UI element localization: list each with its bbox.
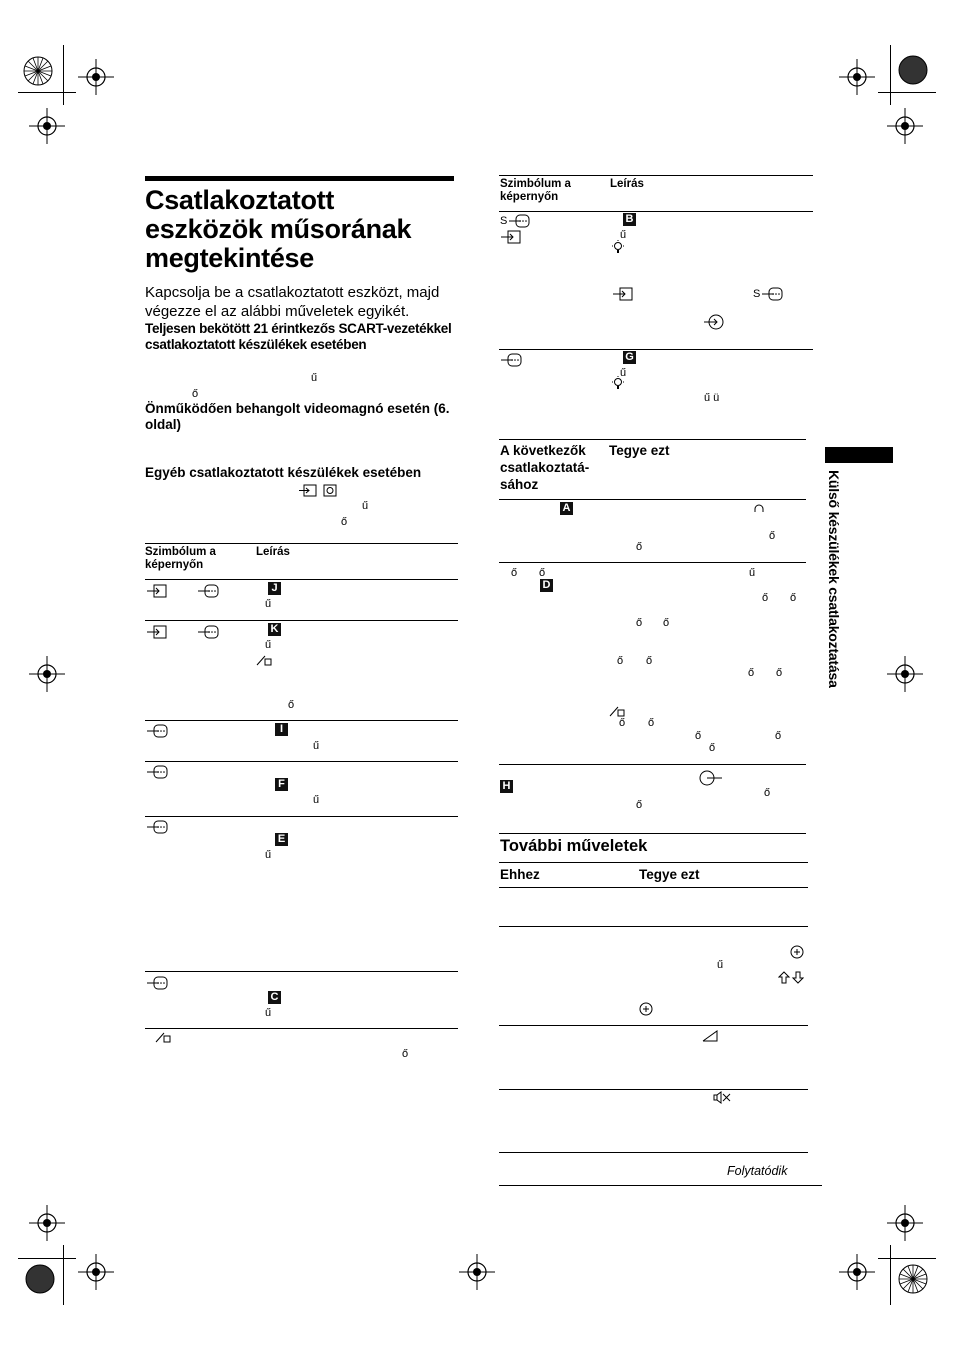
power-output-icon	[699, 770, 723, 786]
stray-char: ő	[341, 516, 348, 528]
stray-char: ű	[311, 372, 318, 384]
title-rule	[145, 176, 454, 181]
note-icon	[609, 705, 625, 717]
table-rule	[499, 211, 813, 212]
stray-char: ő	[636, 617, 643, 629]
page-title	[145, 186, 465, 273]
key-badge: H	[500, 780, 513, 793]
stray-char: ő	[539, 567, 546, 579]
stray-char: ű	[749, 567, 756, 579]
stray-char: ű	[265, 639, 272, 651]
tv-icon	[323, 484, 337, 497]
table-rule	[145, 971, 458, 972]
more-heading: További műveletek	[500, 837, 648, 855]
table-rule	[499, 887, 808, 888]
sidebar-tab	[825, 447, 893, 463]
s-video-icon	[761, 287, 783, 301]
scart-heading: Teljesen bekötött 21 érintkezős SCART-vezetékkel csatlakoztatott készülékek esetében	[145, 321, 452, 352]
sidebar-chapter-title	[826, 470, 844, 720]
tip-icon	[611, 240, 625, 254]
stray-char: ő	[636, 799, 643, 811]
col-header-symbol: Szimbólum a képernyőn	[500, 178, 571, 203]
other-heading: Egyéb csatlakoztatott készülékek esetében	[145, 465, 422, 480]
stray-char: ű	[620, 229, 627, 241]
table-rule	[499, 175, 813, 176]
stray-char: ő	[646, 655, 653, 667]
table-rule	[145, 579, 458, 580]
stray-char: ű	[362, 500, 369, 512]
table-rule	[499, 1089, 808, 1090]
stray-char: ő	[648, 717, 655, 729]
key-badge: D	[540, 579, 553, 592]
stray-char: ő	[619, 717, 626, 729]
table-rule	[145, 543, 458, 544]
stray-char: ű	[313, 740, 320, 752]
key-badge: F	[275, 778, 288, 791]
input-icon	[298, 484, 318, 497]
stray-char: ő	[617, 655, 624, 667]
input-icon	[146, 584, 168, 598]
av-input-icon	[197, 584, 219, 598]
stray-char: ő	[762, 592, 769, 604]
col-header-do-this: Tegye ezt	[609, 443, 670, 458]
stray-char: ő	[192, 388, 199, 400]
stray-char: ű	[313, 794, 320, 806]
av-input-icon	[146, 724, 168, 738]
table-rule	[145, 761, 458, 762]
up-down-arrows-icon	[778, 971, 804, 984]
stray-char: ő	[288, 699, 295, 711]
input-select-icon	[703, 314, 725, 330]
stray-char: ő	[402, 1048, 409, 1060]
key-badge: K	[268, 623, 281, 636]
table-rule	[499, 1152, 808, 1153]
table-rule	[145, 620, 458, 621]
title-line: eszközök műsorának	[145, 214, 412, 244]
footer-rule	[499, 1185, 822, 1186]
stray-char: ő	[709, 742, 716, 754]
col-header-description: Leírás	[256, 546, 290, 558]
stray-char: ő	[769, 530, 776, 542]
stray-char: ű	[265, 849, 272, 861]
table-rule	[499, 562, 806, 563]
table-rule	[145, 816, 458, 817]
stray-char: ű	[717, 959, 724, 971]
stray-char: ő	[636, 541, 643, 553]
note-icon	[256, 654, 272, 666]
title-line: Csatlakoztatott	[145, 185, 335, 215]
key-badge: C	[268, 991, 281, 1004]
ok-button-icon	[639, 1002, 653, 1016]
col-header-description: Leírás	[610, 178, 644, 190]
table-rule	[499, 1025, 808, 1026]
av-input-icon	[146, 820, 168, 834]
stray-char: ő	[511, 567, 518, 579]
key-badge: G	[623, 351, 636, 364]
input-icon	[612, 287, 634, 301]
col-header-symbol: Szimbólum a képernyőn	[145, 546, 216, 571]
input-icon	[500, 230, 522, 244]
col-header-connect: A következők csatlakoztatá-sához	[500, 443, 590, 492]
stray-char: ű	[620, 367, 627, 379]
vcr-heading: Önműködően behangolt videomagnó esetén (6. oldal)	[145, 401, 450, 432]
stray-char: ő	[775, 730, 782, 742]
table-rule	[499, 499, 806, 500]
stray-char: ű	[265, 598, 272, 610]
key-badge: J	[268, 582, 281, 595]
key-badge: I	[275, 723, 288, 736]
col-header-do-this: Tegye ezt	[639, 867, 700, 882]
key-badge: E	[275, 833, 288, 846]
stray-chars: ű ü	[704, 392, 720, 404]
s-video-label: S	[753, 288, 761, 300]
stray-char: ő	[695, 730, 702, 742]
key-badge: B	[623, 213, 636, 226]
table-rule	[499, 926, 808, 927]
sidebar-chapter-label: Külső készülékek csatlakoztatása	[826, 470, 842, 688]
stray-char: ő	[748, 667, 755, 679]
ok-button-icon	[790, 945, 804, 959]
mute-icon	[713, 1091, 731, 1104]
s-video-label: S	[500, 215, 508, 227]
col-header-for-this: Ehhez	[500, 867, 540, 882]
tip-icon	[611, 376, 625, 390]
stray-char: ű	[265, 1007, 272, 1019]
table-rule	[499, 862, 808, 863]
av-input-icon	[146, 765, 168, 779]
table-rule	[499, 764, 806, 765]
table-rule	[145, 720, 458, 721]
av-input-icon	[197, 625, 219, 639]
stray-char: ő	[663, 617, 670, 629]
headphones-icon	[753, 503, 765, 515]
input-icon	[146, 625, 168, 639]
stray-char: ő	[776, 667, 783, 679]
table-rule	[499, 833, 806, 834]
stray-char: ő	[764, 787, 771, 799]
av-input-icon	[500, 353, 522, 367]
title-line: megtekintése	[145, 243, 314, 273]
table-rule	[499, 439, 806, 440]
stray-char: ő	[790, 592, 797, 604]
table-rule	[145, 1028, 458, 1029]
note-icon	[155, 1031, 171, 1043]
table-rule	[499, 349, 813, 350]
intro-text: Kapcsolja be a csatlakoztatott eszközt, majd végezze el az alábbi műveletek egyikét.	[145, 284, 440, 320]
s-video-icon	[508, 214, 530, 228]
key-badge: A	[560, 502, 573, 515]
continued-footer: Folytatódik	[727, 1164, 788, 1178]
volume-icon	[702, 1030, 718, 1042]
av-input-icon	[146, 976, 168, 990]
